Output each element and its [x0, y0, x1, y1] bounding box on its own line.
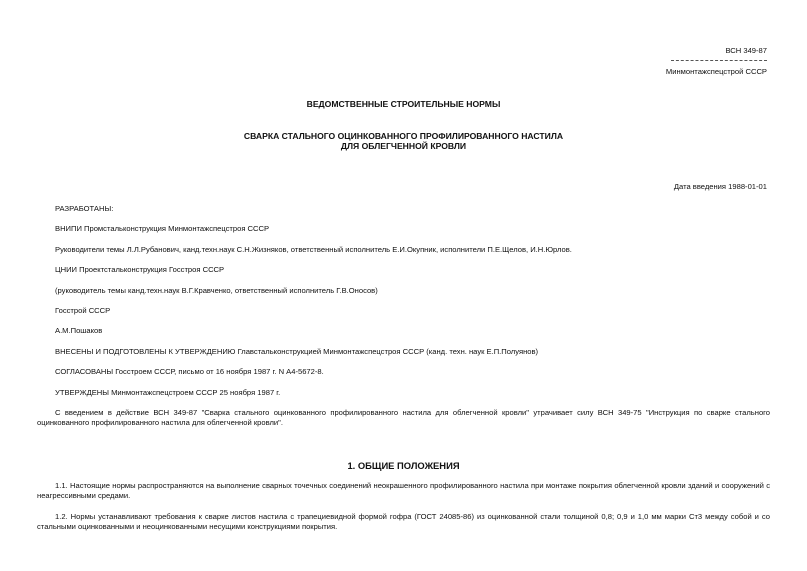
introduction-date: Дата введения 1988-01-01: [673, 182, 767, 191]
norms-type-heading: ВЕДОМСТВЕННЫЕ СТРОИТЕЛЬНЫЕ НОРМЫ: [306, 99, 501, 109]
clause-1-2: 1.2. Нормы устанавливают требования к сварке листов настила с трапециевидной формой гофра (ГОСТ 24085-86) из оцинкованной стали толщиной 0,8; 0,9 и 1,0 мм марки Ст3 между собой и со стальными оцинкованными и неоцинкованными несущими конструкциями покрытия.: [37, 512, 770, 532]
developer-org-3-people: А.М.Пошаков: [55, 326, 103, 335]
document-title-line-2: ДЛЯ ОБЛЕГЧЕННОЙ КРОВЛИ: [340, 141, 467, 151]
clause-1-1: 1.1. Настоящие нормы распространяются на выполнение сварных точечных соединений неокрашенного профилированного настила при монтаже покрытия облегченной кровли зданий и сооружений с неагрессивными средами.: [37, 481, 770, 501]
developer-org-3: Госстрой СССР: [55, 306, 111, 315]
issuing-ministry: Минмонтажспецстрой СССР: [665, 67, 767, 76]
section-1-title: 1. ОБЩИЕ ПОЛОЖЕНИЯ: [347, 460, 460, 471]
developer-org-1: ВНИПИ Промстальконструкция Минмонтажспецстроя СССР: [55, 224, 270, 233]
developed-label: РАЗРАБОТАНЫ:: [55, 204, 114, 213]
header-divider: [671, 60, 767, 61]
developer-org-1-people: Руководители темы Л.Л.Рубанович, канд.техн.наук С.Н.Жизняков, ответственный исполнитель Е.И.Окупник, исполнители П.Е.Щелов, И.Н.Юрлов.: [55, 245, 572, 254]
approved-statement: УТВЕРЖДЕНЫ Минмонтажспецстроем СССР 25 ноября 1987 г.: [55, 388, 281, 397]
replacement-note: С введением в действие ВСН 349-87 "Сварка стального оцинкованного профилированного настила для облегченной кровли" утрачивает силу ВСН 349-75 "Инструкция по сварке стального оцинкованного профилированного настила для облегченной кровли".: [37, 408, 770, 428]
agreed-statement: СОГЛАСОВАНЫ Госстроем СССР, письмо от 16 ноября 1987 г. N А4-5672-8.: [55, 367, 324, 376]
document-code: ВСН 349-87: [725, 46, 767, 55]
document-title-line-1: СВАРКА СТАЛЬНОГО ОЦИНКОВАННОГО ПРОФИЛИРОВАННОГО НАСТИЛА: [243, 131, 564, 141]
introduced-statement: ВНЕСЕНЫ И ПОДГОТОВЛЕНЫ К УТВЕРЖДЕНИЮ Главстальконструкцией Минмонтажспецстроя СССР (канд. техн. наук Е.П.Полуянов): [55, 347, 539, 356]
developer-org-2-people: (руководитель темы канд.техн.наук В.Г.Кравченко, ответственный исполнитель Г.В.Оносов): [55, 286, 378, 295]
developer-org-2: ЦНИИ Проектстальконструкция Госстроя СССР: [55, 265, 225, 274]
